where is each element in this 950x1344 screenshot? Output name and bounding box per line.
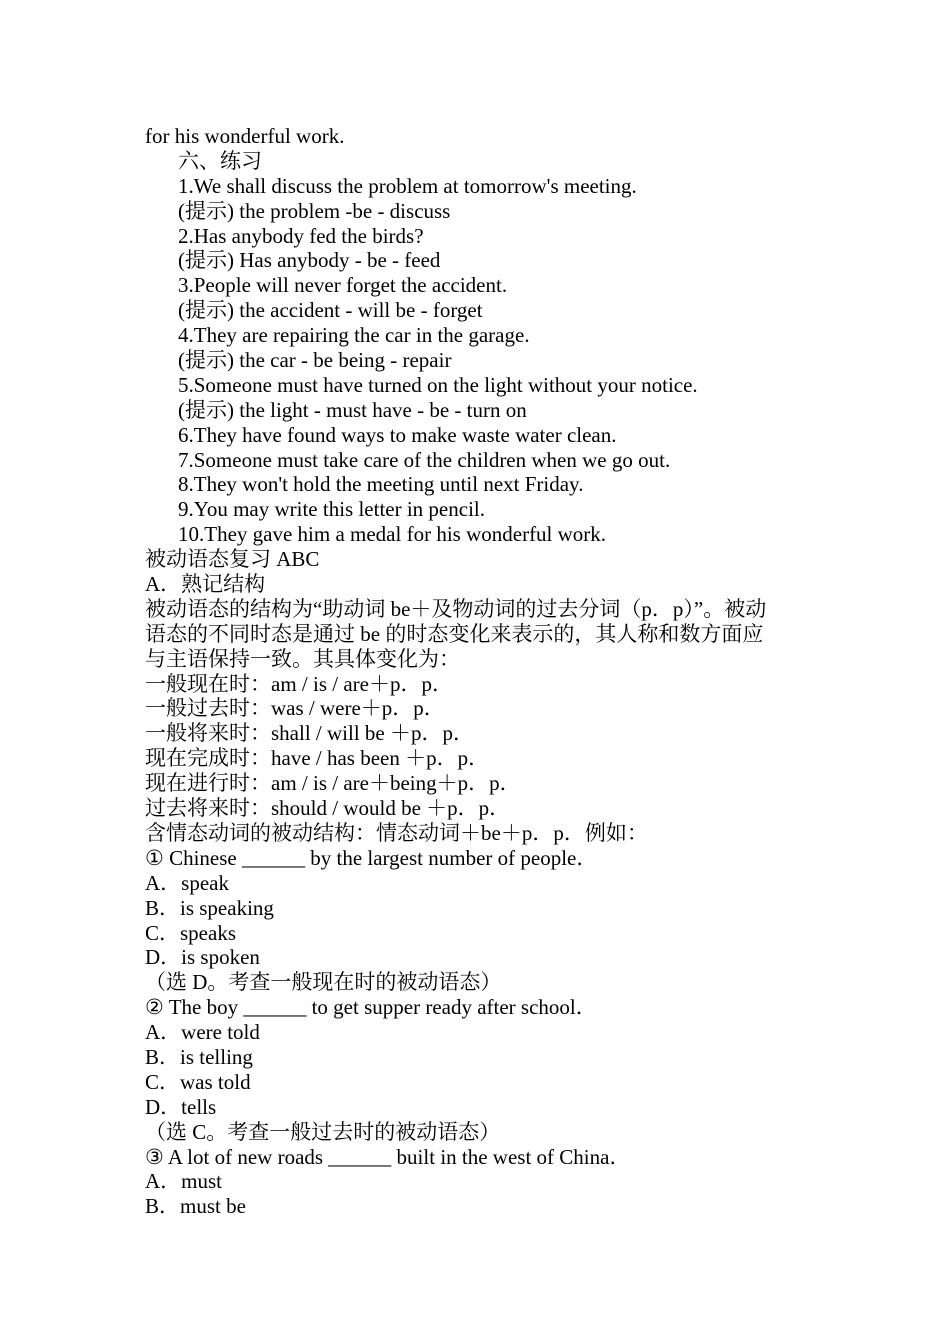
text-line: 被动语态复习 ABC <box>145 547 320 572</box>
text-line: 4.They are repairing the car in the garage. <box>178 323 530 348</box>
text-line: 1.We shall discuss the problem at tomorrow's meeting. <box>178 173 637 198</box>
text-line: (提示) Has anybody - be - feed <box>178 248 441 273</box>
text-line: 7.Someone must take care of the children when we go out. <box>178 447 671 472</box>
text-line: D．tells <box>145 1094 217 1119</box>
text-line: C．was told <box>145 1069 251 1094</box>
text-line: 5.Someone must have turned on the light without your notice. <box>178 372 698 397</box>
text-line: for his wonderful work. <box>145 124 345 148</box>
text-line: B．is speaking <box>145 895 274 920</box>
text-line: 10.They gave him a medal for his wonderful work. <box>178 522 607 547</box>
text-line: D．is spoken <box>145 945 260 970</box>
text-line: 与主语保持一致。其具体变化为： <box>145 646 460 671</box>
text-line: B．is telling <box>145 1044 253 1069</box>
text-line: (提示) the problem -be - discuss <box>178 198 451 223</box>
text-line: C．speaks <box>145 920 236 945</box>
text-line: 6.They have found ways to make waste water clean. <box>178 422 617 447</box>
text-line: A．熟记结构 <box>145 572 266 597</box>
text-line: （选 D。考查一般现在时的被动语态） <box>145 970 502 995</box>
text-line: 一般将来时：shall / will be ＋p．p． <box>145 721 474 746</box>
text-line: 语态的不同时态是通过 be 的时态变化来表示的，其人称和数方面应 <box>145 621 764 646</box>
document-body <box>145 124 815 1219</box>
text-line: (提示) the car - be being - repair <box>178 348 452 373</box>
text-line: （选 C。考查一般过去时的被动语态） <box>145 1119 501 1144</box>
text-line: 现在完成时：have / has been ＋p．p． <box>145 746 490 771</box>
text-line: ③ A lot of new roads ______ built in the west of China． <box>145 1144 631 1169</box>
text-line: 一般现在时：am / is / are＋p．p． <box>145 671 453 696</box>
text-line: ① Chinese ______ by the largest number of people． <box>145 845 598 870</box>
text-line: A．speak <box>145 870 229 895</box>
text-line: 8.They won't hold the meeting until next Friday. <box>178 472 584 497</box>
text-line: 被动语态的结构为“助动词 be＋及物动词的过去分词（p．p）”。被动 <box>145 596 767 621</box>
text-line: (提示) the accident - will be - forget <box>178 298 483 323</box>
text-line: (提示) the light - must have - be - turn on <box>178 397 527 422</box>
text-line: B．must be <box>145 1194 246 1219</box>
text-line: 含情态动词的被动结构：情态动词＋be＋p．p．例如： <box>145 820 648 845</box>
text-line: ② The boy ______ to get supper ready after school． <box>145 995 597 1020</box>
text-line: 现在进行时：am / is / are＋being＋p．p． <box>145 771 521 796</box>
text-line: 过去将来时：should / would be ＋p．p． <box>145 796 511 821</box>
text-line: 六、练习 <box>178 148 262 173</box>
text-line: A．must <box>145 1169 223 1194</box>
text-line: 3.People will never forget the accident. <box>178 273 508 298</box>
text-line: 9.You may write this letter in pencil. <box>178 497 485 522</box>
text-line: A．were told <box>145 1020 260 1045</box>
text-line: 一般过去时：was / were＋p．p． <box>145 696 445 721</box>
text-line: 2.Has anybody fed the birds? <box>178 223 424 248</box>
